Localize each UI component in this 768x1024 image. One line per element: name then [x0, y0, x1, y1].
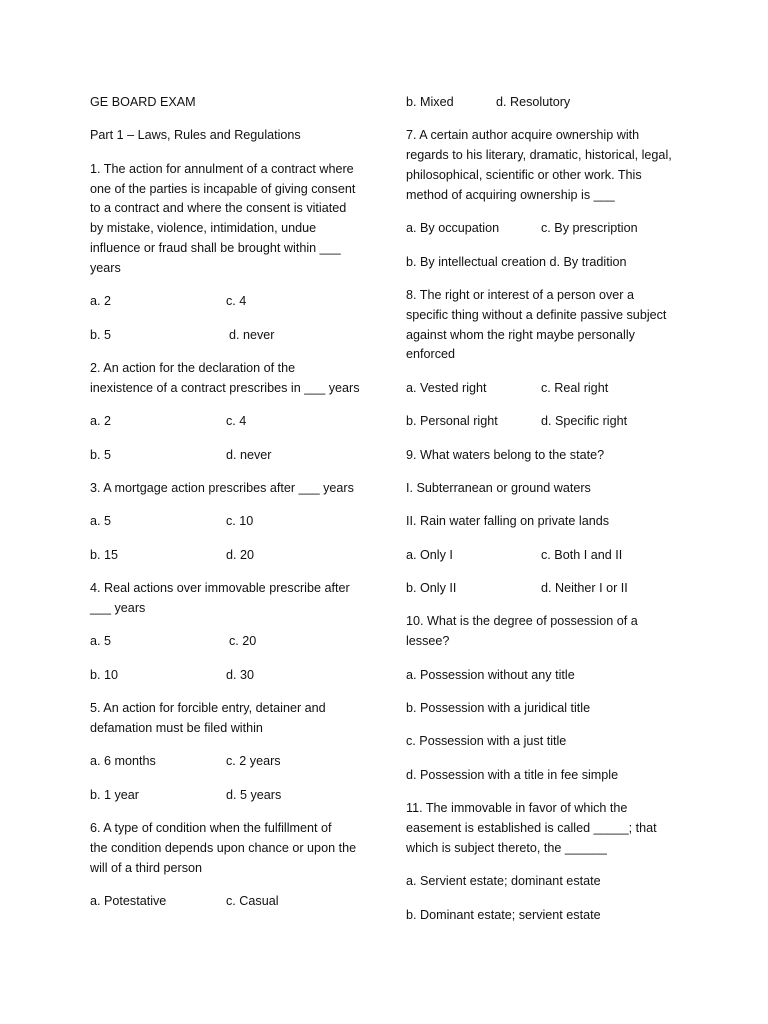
option-b: b. 1 year [90, 787, 140, 802]
question-5 [90, 699, 370, 739]
option-c: c. Both I and II [541, 547, 623, 562]
option-a: a. 2 [90, 414, 112, 429]
question-3-options-row [90, 546, 370, 566]
exam-title: GE BOARD EXAM [90, 95, 196, 109]
question-1-options-row [90, 326, 370, 346]
option-a: a. Potestative [90, 894, 167, 908]
question-10-line: 10. What is the degree of possession of a [406, 614, 638, 629]
question-7 [406, 126, 686, 205]
question-9-line: 9. What waters belong to the state? [406, 447, 605, 462]
question-4-options-row [90, 666, 370, 686]
right-column [406, 93, 686, 939]
question-9-item: II. Rain water falling on private lands [406, 514, 610, 529]
question-4-options-row [90, 632, 370, 652]
option-d: d. 30 [226, 667, 255, 682]
question-2-line: inexistence of a contract prescribes in ___ years [90, 380, 360, 395]
question-8-line: against whom the right maybe personally [406, 327, 635, 342]
option-d: d. 20 [226, 547, 255, 562]
question-8-line: specific thing without a definite passive subject [406, 307, 667, 322]
option-a: a. Only I [406, 547, 453, 562]
option-c: c. 4 [226, 414, 247, 429]
option-d: d. never [229, 327, 275, 342]
option-c: c. 10 [226, 514, 254, 529]
question-2 [90, 359, 370, 399]
question-2-options-row [90, 446, 370, 466]
question-3 [90, 479, 370, 499]
option-c: c. Possession with a just title [406, 734, 567, 749]
question-11-line: 11. The immovable in favor of which the [406, 801, 628, 816]
option-d: d. Neither I or II [541, 581, 628, 596]
option-b: b. Only II [406, 581, 457, 596]
option-d: d. Resolutory [496, 95, 571, 109]
option-b: b. 5 [90, 327, 112, 342]
question-6-line: the condition depends upon chance or upon the [90, 840, 357, 855]
option-d: d. Possession with a title in fee simple [406, 767, 619, 782]
question-5-options-row [90, 786, 370, 806]
option-b: b. Dominant estate; servient estate [406, 907, 601, 922]
question-8-options-row [406, 379, 686, 399]
question-7-options-row [406, 219, 686, 239]
part-title: Part 1 – Laws, Rules and Regulations [90, 128, 301, 143]
question-5-options-row [90, 752, 370, 772]
question-11 [406, 799, 686, 858]
option-a: a. Possession without any title [406, 667, 575, 682]
option-d: d. 5 years [226, 787, 282, 802]
option-a: a. Vested right [406, 380, 487, 395]
question-6-options-row [406, 93, 686, 113]
question-7-options-row: b. By intellectual creation d. By tradition [406, 254, 627, 269]
option-b: b. Possession with a juridical title [406, 701, 591, 716]
question-4-line: ___ years [90, 600, 146, 615]
question-1-line: 1. The action for annulment of a contract where [90, 161, 354, 176]
option-c: c. Real right [541, 380, 609, 395]
question-1-line: one of the parties is incapable of giving consent [90, 181, 356, 196]
question-1 [90, 160, 370, 279]
option-a: a. 5 [90, 514, 112, 529]
option-a: a. 2 [90, 294, 112, 309]
question-1-line: by mistake, violence, intimidation, undue [90, 221, 317, 236]
question-2-line: 2. An action for the declaration of the [90, 360, 296, 375]
option-a: a. By occupation [406, 221, 500, 236]
option-b: b. 10 [90, 667, 119, 682]
question-4-line: 4. Real actions over immovable prescribe after [90, 581, 350, 596]
question-6-line: will of a third person [90, 860, 202, 875]
question-9-item: I. Subterranean or ground waters [406, 480, 591, 495]
question-9-options-row [406, 546, 686, 566]
question-8 [406, 286, 686, 365]
question-1-line: to a contract and where the consent is vitiated [90, 201, 347, 216]
question-11-line: easement is established is called _____; that [406, 821, 657, 836]
option-b: b. 15 [90, 547, 119, 562]
option-d: d. never [226, 447, 272, 462]
option-b: b. Mixed [406, 95, 454, 109]
question-6 [90, 819, 370, 878]
option-b: b. Personal right [406, 414, 498, 429]
option-a: a. 5 [90, 634, 112, 649]
option-c: c. 4 [226, 294, 247, 309]
option-c: c. By prescription [541, 221, 638, 236]
question-1-options-row [90, 292, 370, 312]
question-6-line: 6. A type of condition when the fulfillment of [90, 821, 332, 836]
option-c: c. 2 years [226, 754, 281, 769]
question-1-line: years [90, 260, 121, 275]
question-9-options-row [406, 579, 686, 599]
option-c: c. Casual [226, 894, 279, 908]
option-a: a. Servient estate; dominant estate [406, 874, 601, 889]
question-6-options-row [90, 892, 370, 912]
question-5-line: defamation must be filed within [90, 720, 263, 735]
question-3-options-row [90, 512, 370, 532]
question-7-line: 7. A certain author acquire ownership with [406, 128, 640, 143]
question-10 [406, 612, 686, 652]
option-c: c. 20 [229, 634, 257, 649]
question-7-line: method of acquiring ownership is ___ [406, 187, 615, 202]
question-5-line: 5. An action for forcible entry, detainer and [90, 701, 326, 716]
question-4 [90, 579, 370, 619]
left-column [90, 93, 370, 925]
question-7-line: regards to his literary, dramatic, historical, legal, [406, 148, 672, 163]
option-b: b. 5 [90, 447, 112, 462]
question-8-line: enforced [406, 347, 456, 362]
option-a: a. 6 months [90, 754, 156, 769]
question-11-line: which is subject thereto, the ______ [406, 840, 607, 855]
question-9 [406, 446, 686, 466]
question-1-line: influence or fraud shall be brought within ___ [90, 240, 341, 255]
question-2-options-row [90, 412, 370, 432]
question-8-line: 8. The right or interest of a person over a [406, 287, 634, 302]
question-10-line: lessee? [406, 634, 450, 649]
option-d: d. Specific right [541, 414, 628, 429]
question-7-line: philosophical, scientific or other work. This [406, 167, 642, 182]
question-3-line: 3. A mortgage action prescribes after ___ years [90, 480, 354, 495]
question-8-options-row [406, 412, 686, 432]
